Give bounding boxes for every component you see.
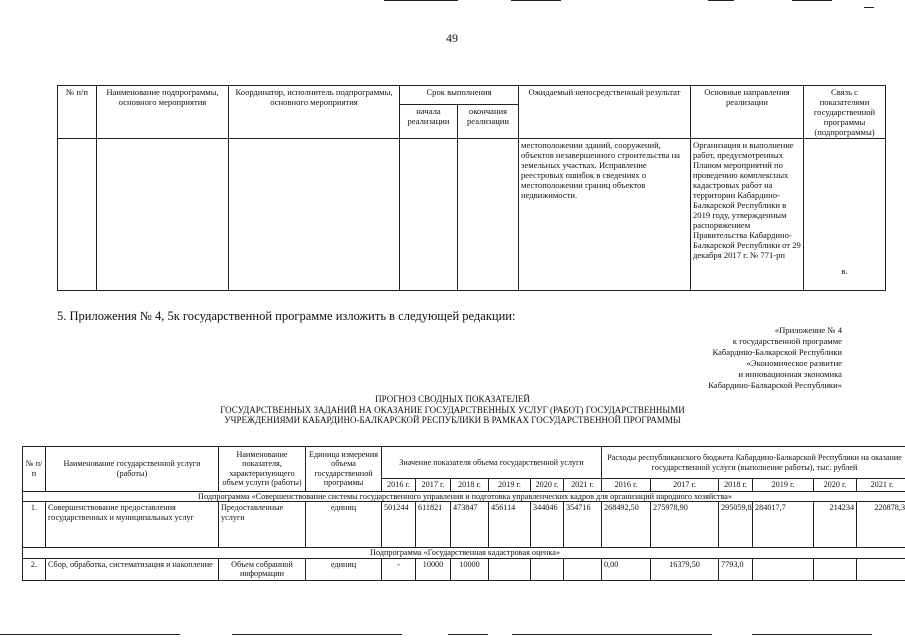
service-name: Совершенствование предоставления государственных и муниципальных услуг	[46, 502, 219, 548]
table-row: 1. Совершенствование предоставления государственных и муниципальных услуг Предоставленные услуги единиц 501244 611821 473847 456114 344046 354716 268492,50 275978,90 295059,8 284017,7 214234 220878,3	[23, 502, 905, 548]
title-line: УЧРЕЖДЕНИЯМИ КАБАРДИНО-БАЛКАРСКОЙ РЕСПУБЛИКИ В РАМКАХ ГОСУДАРСТВЕННОЙ ПРОГРАММЫ	[224, 415, 681, 425]
title-line: ПРОГНОЗ СВОДНЫХ ПОКАЗАТЕЛЕЙ	[375, 394, 530, 404]
header-num: № п/п	[58, 86, 97, 139]
appendix-line: к государственной программе	[732, 336, 842, 346]
year-header: 2021 г.	[857, 479, 905, 492]
header-start: начала реализации	[400, 105, 458, 139]
appendix-line: «Экономическое развитие	[746, 358, 842, 368]
header-end: окончания реализации	[458, 105, 519, 139]
header-name: Наименование подпрограммы, основного мероприятия	[97, 86, 229, 139]
year-header: 2019 г.	[489, 479, 531, 492]
year-header: 2020 г.	[814, 479, 857, 492]
result-cell: местоположении зданий, сооружений, объектов незавершенного строительства на земельных участках. Исправление реестровых ошибок в сведениях о местоположении границ объектов недвижимости.	[519, 139, 691, 291]
header-value: Значение показателя объема государственной услуги	[382, 447, 602, 479]
header-num: № п/п	[23, 447, 46, 492]
appendix-note	[708, 325, 842, 391]
forecast-table	[22, 446, 905, 581]
header-unit: Единица измерения объема государственной программы	[306, 447, 382, 492]
appendix-line: «Приложение № 4	[774, 325, 842, 335]
year-header: 2019 г.	[753, 479, 814, 492]
year-header: 2021 г.	[564, 479, 602, 492]
year-header: 2017 г.	[416, 479, 451, 492]
year-header: 2018 г.	[719, 479, 753, 492]
table-row: 2. Сбор, обработка, систематизация и накопление Объем собранной информации единиц - 10000 10000 0,00 16379,50 7793,0	[23, 558, 905, 580]
link-cell: в.	[804, 139, 886, 291]
header-result: Ожидаемый непосредственный результат	[519, 86, 691, 139]
appendix-line: Кабардино-Балкарской Республики»	[708, 380, 842, 390]
bottom-line-4	[512, 634, 712, 635]
bottom-line-5	[752, 634, 872, 635]
top-line-1	[384, 0, 458, 1]
appendix-line: Кабардино-Балкарской Республики	[712, 347, 842, 357]
header-directions: Основные направления реализации	[691, 86, 804, 139]
directions-cell: Организация и выполнение работ, предусмотренных Планом мероприятий по проведению комплексных кадастровых работ на территории Кабардино-Балкарской Республики в 2019 году, утвержденным распоряжением Правительства Кабардино-Балкарской Республики от 29 декабря 2017 г. № 771-рп	[691, 139, 804, 291]
header-expense: Расходы республиканского бюджета Кабардино-Балкарской Республики на оказание государственной услуги (выполнение работы), тыс. рублей	[602, 447, 905, 479]
instruction-text: 5. Приложения № 4, 5к государственной программе изложить в следующей редакции:	[57, 309, 516, 323]
year-header: 2020 г.	[531, 479, 564, 492]
year-header: 2017 г.	[651, 479, 719, 492]
top-line-3	[708, 0, 734, 1]
service-name: Сбор, обработка, систематизация и накопление	[46, 558, 219, 580]
header-term: Срок выполнения	[400, 86, 519, 105]
header-service: Наименование государственной услуги (работы)	[46, 447, 219, 492]
year-header: 2016 г.	[602, 479, 651, 492]
appendix-line: и инновационная экономика	[738, 369, 842, 379]
subprogram-row: Подпрограмма «Государственная кадастровая оценка»	[23, 548, 905, 559]
table-continued	[57, 85, 886, 291]
bottom-line-1	[0, 634, 180, 635]
top-line-5	[864, 7, 874, 8]
top-line-4	[792, 0, 832, 1]
header-indicator: Наименование показателя, характеризующего объем услуги (работы)	[219, 447, 306, 492]
page-number: 49	[446, 31, 458, 45]
subprogram-row: Подпрограмма «Совершенствование системы государственного управления и подготовка управленческих кадров для организаций народного хозяйства»	[23, 491, 905, 502]
bottom-line-2	[232, 634, 402, 635]
document-title	[0, 394, 905, 426]
year-header: 2016 г.	[382, 479, 416, 492]
year-header: 2018 г.	[451, 479, 489, 492]
title-line: ГОСУДАРСТВЕННЫХ ЗАДАНИЙ НА ОКАЗАНИЕ ГОСУДАРСТВЕННЫХ УСЛУГ (РАБОТ) ГОСУДАРСТВЕННЫМИ	[220, 404, 685, 415]
header-coordinator: Координатор, исполнитель подпрограммы, основного мероприятия	[229, 86, 400, 139]
header-link: Связь с показателями государственной программы (подпрограммы)	[804, 86, 886, 139]
bottom-line-3	[448, 634, 488, 635]
table-row	[58, 139, 886, 291]
top-line-2	[511, 0, 561, 1]
